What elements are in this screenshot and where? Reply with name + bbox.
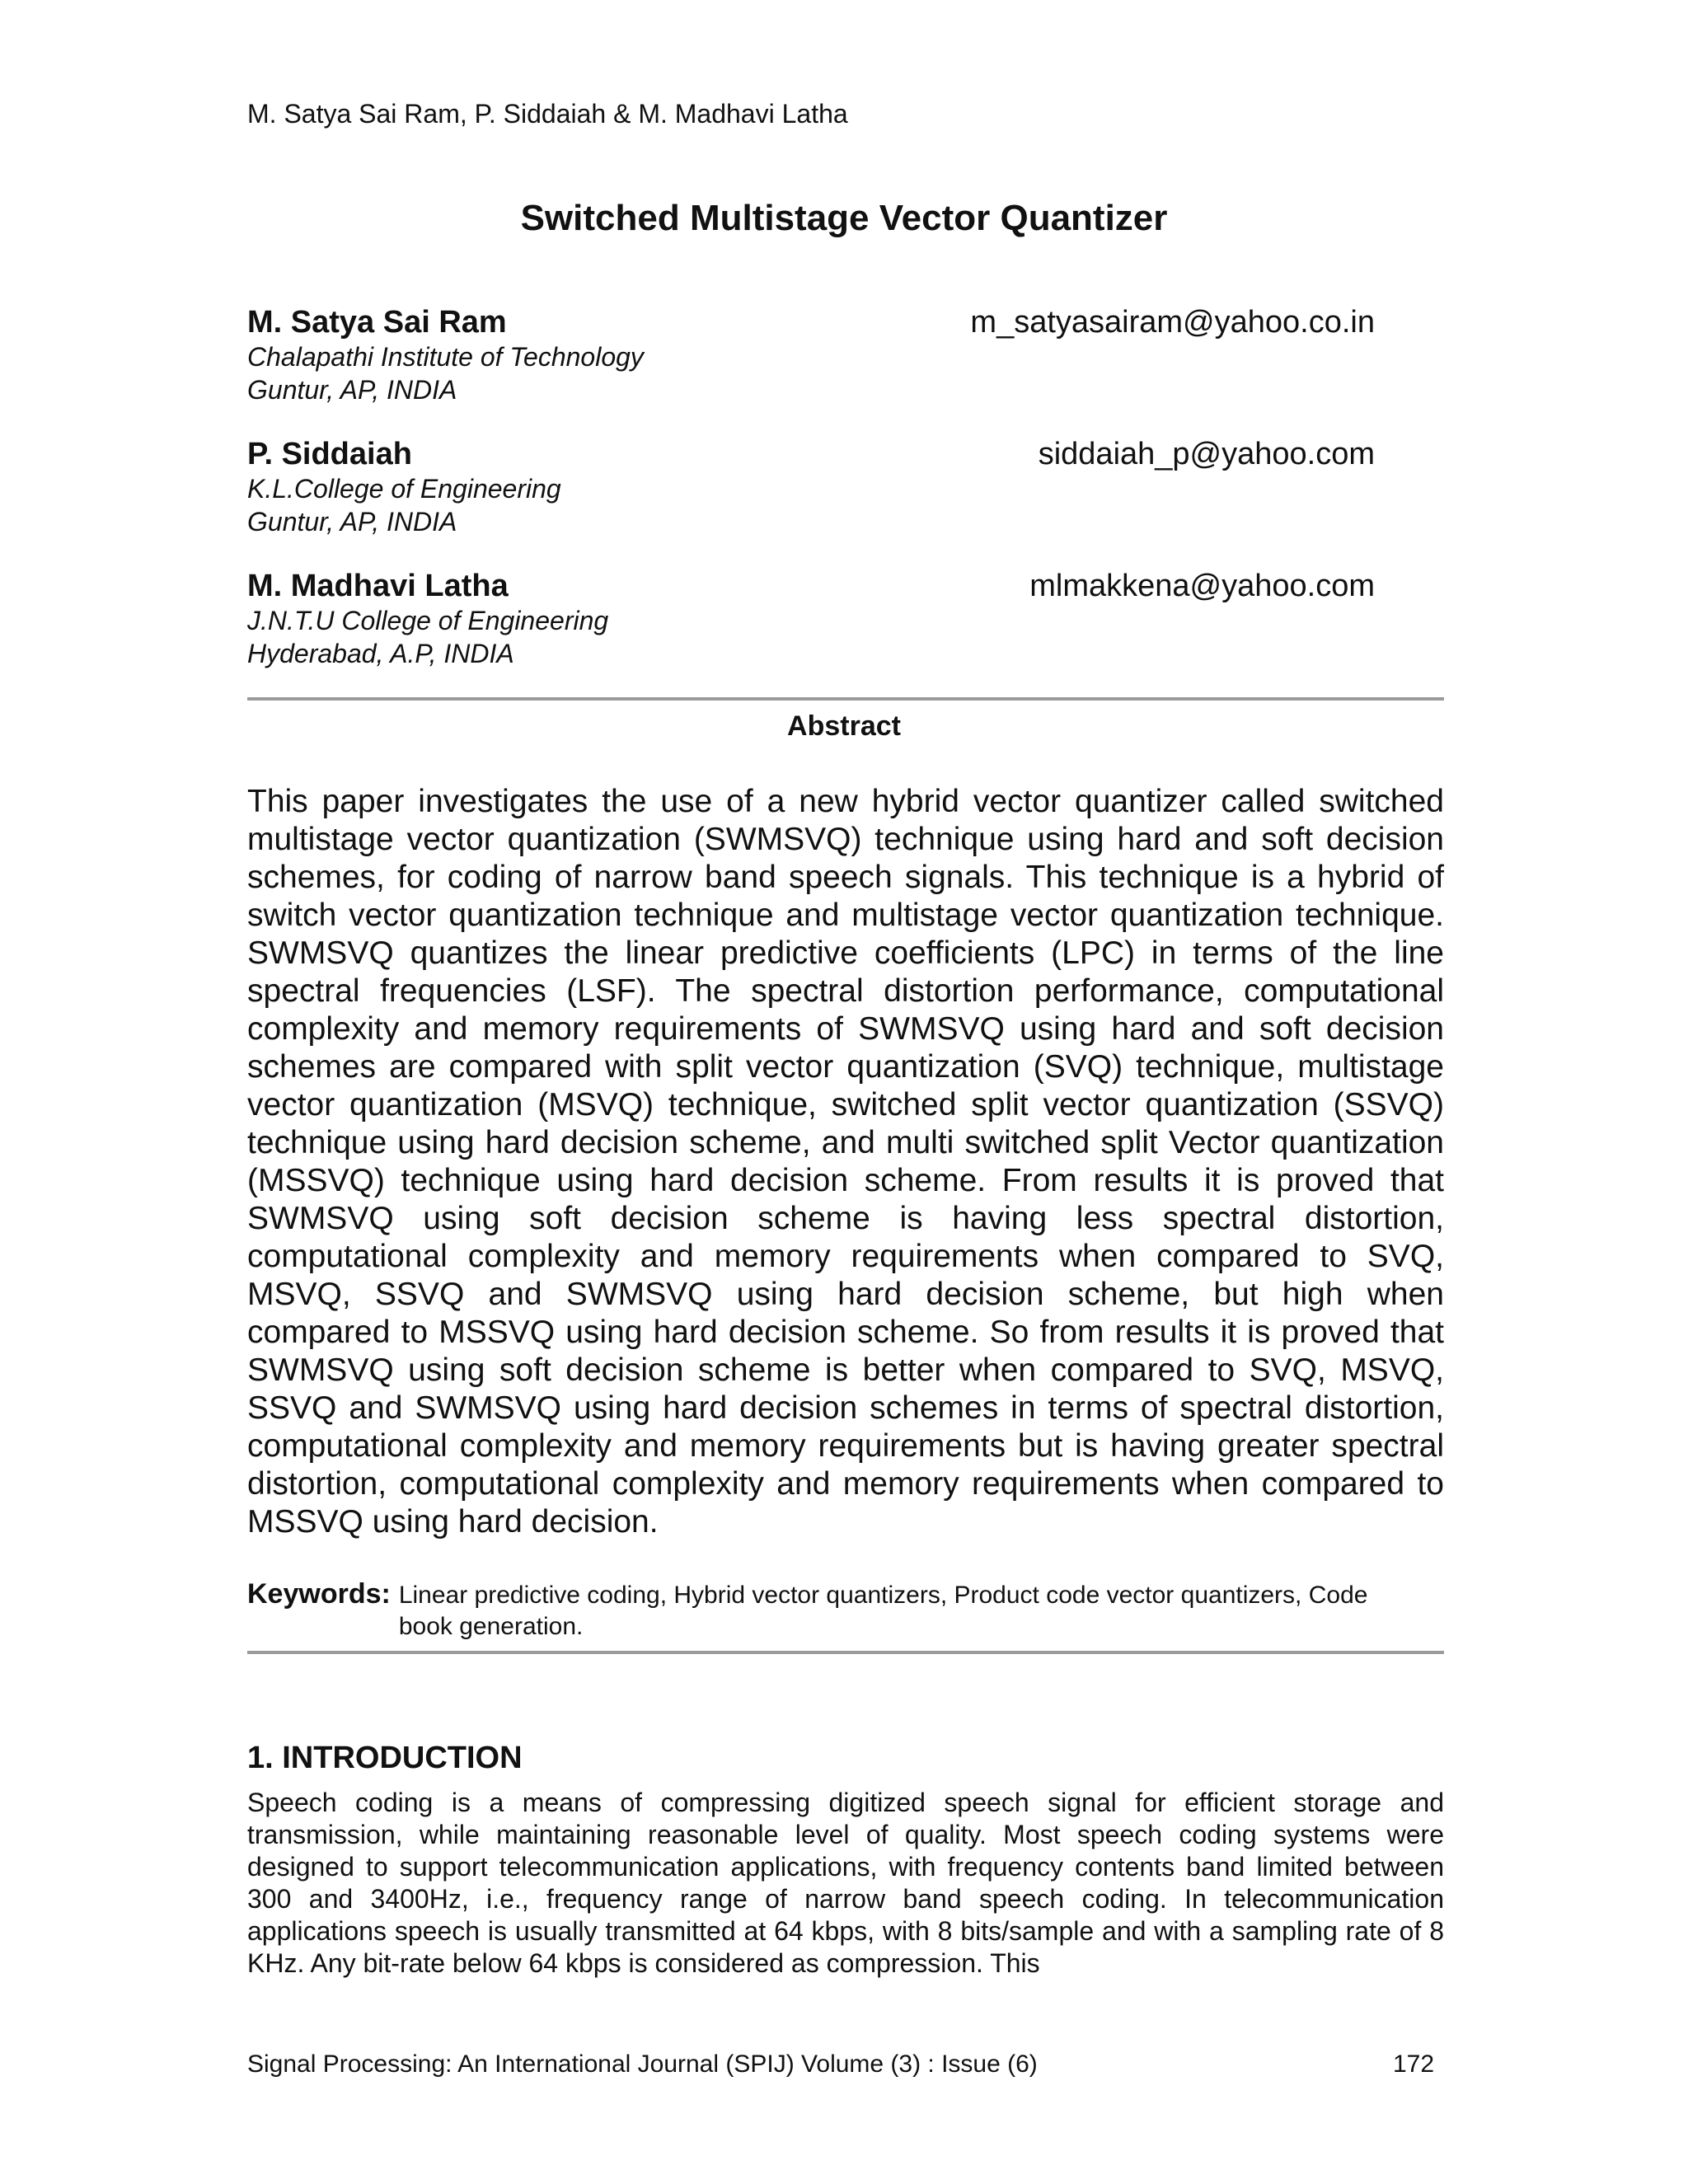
- author-affiliation: Chalapathi Institute of Technology: [247, 342, 644, 372]
- section-text: Speech coding is a means of compressing digitized speech signal for efficient storage and transmission, while maintaining reasonable level of quality. Most speech coding systems were designed to support telecommunication applications, with frequency contents band limited between 300 and 3400Hz, i.e., frequency range of narrow band speech coding. In telecommunication applications speech is usually transmitted at 64 kbps, with 8 bits/sample and with a sampling rate of 8 KHz. Any bit-rate below 64 kbps is considered as compression. This: [247, 1788, 1444, 1978]
- divider: [247, 1651, 1444, 1654]
- abstract-text: This paper investigates the use of a new hybrid vector quantizer called switched multistage vector quantization (SWMSVQ) technique using hard and soft decision schemes, for coding of narrow band speech signals. This technique is a hybrid of switch vector quantization technique and multistage vector quantization technique. SWMSVQ quantizes the linear predictive coefficients (LPC) in terms of the line spectral frequencies (LSF). The spectral distortion performance, computational complexity and memory requirements of SWMSVQ using hard and soft decision schemes are compared with split vector quantization (SVQ) technique, multistage vector quantization (MSVQ) technique, switched split vector quantization (SSVQ) technique using hard decision scheme, and multi switched split Vector quantization (MSSVQ) technique using hard decision scheme. From results it is proved that SWMSVQ using soft decision scheme is having less spectral distortion, computational complexity and memory requirements when compared to SVQ, MSVQ, SSVQ and SWMSVQ using hard decision scheme, but high when compared to MSSVQ using hard decision scheme. So from results it is proved that SWMSVQ using soft decision scheme is better when compared to SVQ, MSVQ, SSVQ and SWMSVQ using hard decision schemes in terms of spectral distortion, computational complexity and memory requirements but is having greater spectral distortion, computational complexity and memory requirements when compared to MSSVQ using hard decision.: [247, 784, 1444, 1540]
- author-name: M. Madhavi Latha: [247, 569, 509, 603]
- paper-title: Switched Multistage Vector Quantizer: [520, 198, 1168, 238]
- page-number: 172: [1393, 2050, 1435, 2078]
- author-name: M. Satya Sai Ram: [247, 305, 507, 340]
- author-email[interactable]: mlmakkena@yahoo.com: [1029, 569, 1375, 603]
- keywords-text: Linear predictive coding, Hybrid vector quantizers, Product code vector quantizers, Code book generation.: [398, 1582, 1368, 1640]
- keywords-label: Keywords:: [247, 1578, 391, 1610]
- author-affiliation: J.N.T.U College of Engineering: [247, 606, 609, 635]
- keywords: [247, 1578, 1444, 1643]
- author-block: [247, 305, 1375, 406]
- author-location: Guntur, AP, INDIA: [247, 507, 457, 537]
- running-head: M. Satya Sai Ram, P. Siddaiah & M. Madhavi Latha: [247, 99, 848, 129]
- section-heading: 1. INTRODUCTION: [247, 1741, 523, 1775]
- divider: [247, 697, 1444, 701]
- abstract-heading: Abstract: [787, 710, 901, 742]
- author-email[interactable]: m_satyasairam@yahoo.co.in: [970, 305, 1375, 340]
- author-location: Guntur, AP, INDIA: [247, 375, 457, 405]
- author-name: P. Siddaiah: [247, 437, 412, 471]
- author-block: [247, 569, 1375, 670]
- author-location: Hyderabad, A.P, INDIA: [247, 639, 514, 668]
- footer-journal: Signal Processing: An International Journal (SPIJ) Volume (3) : Issue (6): [247, 2050, 1038, 2078]
- author-block: [247, 437, 1375, 538]
- author-affiliation: K.L.College of Engineering: [247, 474, 561, 504]
- author-email[interactable]: siddaiah_p@yahoo.com: [1038, 437, 1375, 471]
